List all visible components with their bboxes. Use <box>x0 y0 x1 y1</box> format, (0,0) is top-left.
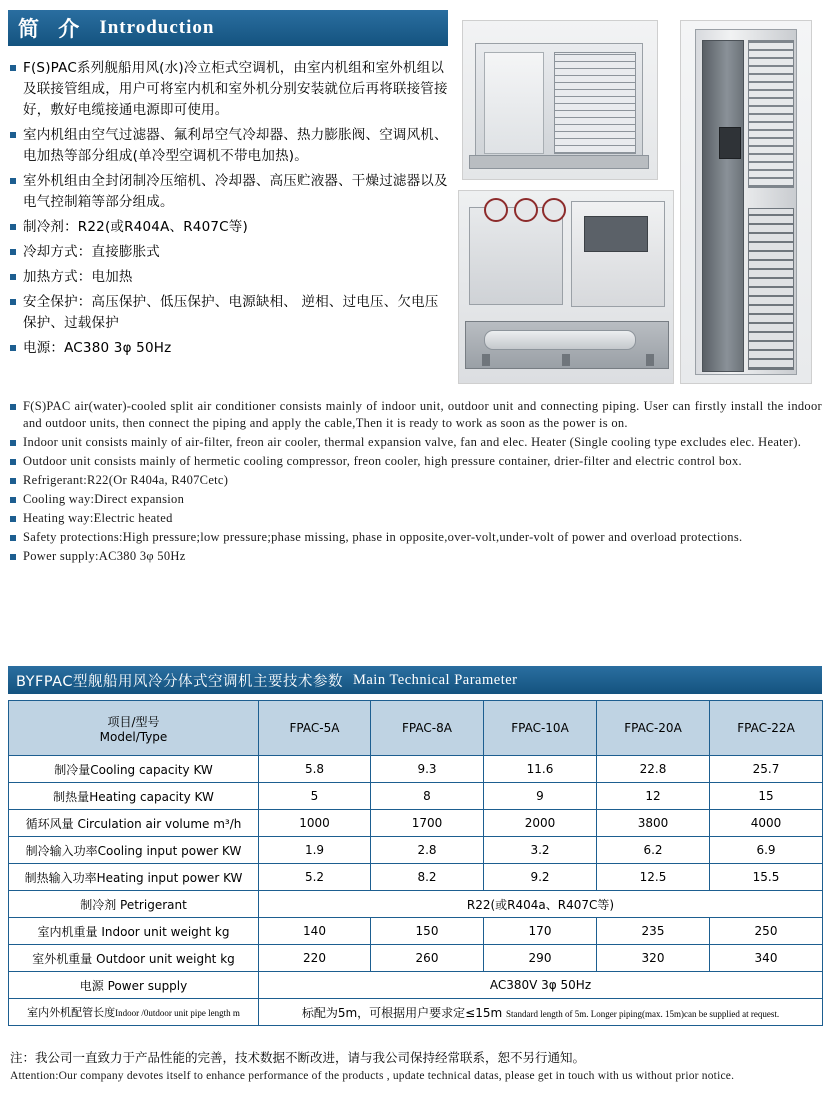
indoor-unit-cabinet <box>695 29 797 375</box>
square-bullet-icon <box>10 497 16 503</box>
row-label <box>9 972 259 999</box>
table-cell: 3800 <box>597 810 710 837</box>
table-cell: 290 <box>484 945 597 972</box>
list-item <box>10 434 822 451</box>
list-item <box>10 171 450 213</box>
pressure-gauge-icon <box>542 198 566 222</box>
row-label <box>9 999 259 1026</box>
indoor-unit-side-panel <box>702 40 744 372</box>
indoor-unit-lower-louver <box>748 208 794 370</box>
table-cell: 2.8 <box>371 837 484 864</box>
column-header-model: FPAC-5A <box>259 701 371 756</box>
corner-label-en: Model/Type <box>99 729 168 744</box>
column-header-model: FPAC-20A <box>597 701 710 756</box>
list-item-text: Power supply:AC380 3φ 50Hz <box>23 549 186 563</box>
table-cell-merged <box>259 999 823 1026</box>
square-bullet-icon <box>10 440 16 446</box>
pipe-length-note-en: Standard length of 5m. Longer piping(max. 15m)can be supplied at request. <box>505 1008 780 1019</box>
photo-skid-mounted-unit <box>458 190 674 384</box>
table-cell: 3.2 <box>484 837 597 864</box>
skid-control-box <box>571 201 665 307</box>
row-label <box>9 837 259 864</box>
table-row <box>9 918 823 945</box>
control-box-display <box>584 216 648 252</box>
list-item-text: Indoor unit consists mainly of air-filter, freon air cooler, thermal expansion valve, fan and elec. Heater (Single cooling type excludes elec. Heater). <box>23 435 802 449</box>
section-header-introduction <box>8 10 448 46</box>
list-item-text: Outdoor unit consists mainly of hermetic cooling compressor, freon cooler, high pressure container, drier-filter and electric control box. <box>23 454 742 468</box>
row-label-en: Indoor unit weight kg <box>101 924 230 939</box>
square-bullet-icon <box>10 249 16 255</box>
row-label <box>9 783 259 810</box>
table-cell: 8.2 <box>371 864 484 891</box>
table-row <box>9 891 823 918</box>
square-bullet-icon <box>10 299 16 305</box>
table-cell: 5.8 <box>259 756 371 783</box>
indoor-unit-upper-louver <box>748 40 794 188</box>
row-label <box>9 891 259 918</box>
table-row <box>9 756 823 783</box>
row-label-en: Heating input power KW <box>96 870 243 885</box>
table-title-en: Main Technical Parameter <box>352 671 518 688</box>
list-item <box>10 398 822 432</box>
row-label-cn: 电源 <box>79 978 104 993</box>
receiver-tank <box>484 330 636 350</box>
row-label-en: Cooling capacity KW <box>90 762 213 777</box>
row-label-cn: 循环风量 <box>25 816 74 831</box>
list-item <box>10 58 450 121</box>
column-header-model: FPAC-10A <box>484 701 597 756</box>
table-cell: 8 <box>371 783 484 810</box>
list-item <box>10 125 450 167</box>
table-cell: 340 <box>710 945 823 972</box>
header-title-cn: 简 介 <box>18 17 86 41</box>
row-label-cn: 制冷量 <box>54 762 91 777</box>
list-item-text: F(S)PAC air(water)-cooled split air conditioner consists mainly of indoor unit, outdoor unit and connecting piping. User can firstly install the indoor and outdoor units, then connect the piping and apply the cable,Then it is ready to work as soon as the power is on. <box>23 399 822 430</box>
square-bullet-icon <box>10 459 16 465</box>
table-cell: 22.8 <box>597 756 710 783</box>
skid-machine-block <box>469 207 563 305</box>
table-cell: 9.3 <box>371 756 484 783</box>
list-item <box>10 242 450 263</box>
list-item-text: 冷却方式：直接膨胀式 <box>23 244 160 260</box>
table-cell: 140 <box>259 918 371 945</box>
row-label-en: Outdoor unit weight kg <box>96 951 235 966</box>
table-cell: 4000 <box>710 810 823 837</box>
square-bullet-icon <box>10 478 16 484</box>
footer-note-cn: 注：我公司一直致力于产品性能的完善，技术数据不断改进，请与我公司保持经常联系，恕不另行通知。 <box>10 1050 586 1065</box>
table-cell: 5.2 <box>259 864 371 891</box>
table-cell: 150 <box>371 918 484 945</box>
header-title-en: Introduction <box>99 17 215 38</box>
table-cell: 12.5 <box>597 864 710 891</box>
footer-note-en: Attention:Our company devotes itself to enhance performance of the products , update technical datas, please get in touch with us without prior notice. <box>10 1070 735 1082</box>
table-cell: 2000 <box>484 810 597 837</box>
row-label <box>9 810 259 837</box>
table-row <box>9 837 823 864</box>
table-cell-merged: AC380V 3φ 50Hz <box>259 972 823 999</box>
table-row <box>9 810 823 837</box>
table-row <box>9 864 823 891</box>
table-cell: 170 <box>484 918 597 945</box>
condensing-unit-grille <box>554 52 636 154</box>
table-cell: 9 <box>484 783 597 810</box>
square-bullet-icon <box>10 65 16 71</box>
table-title-cn: BYFPAC型舰船用风冷分体式空调机主要技术参数 <box>16 673 343 690</box>
row-label-en: Petrigerant <box>120 897 187 912</box>
corner-label-cn: 项目/型号 <box>107 714 160 729</box>
list-item <box>10 548 822 565</box>
row-label <box>9 756 259 783</box>
list-item-text: 室内机组由空气过滤器、氟利昂空气冷却器、热力膨胀阀、空调风机、电加热等部分组成(单冷型空调机不带电加热)。 <box>23 127 448 164</box>
list-item-text: 室外机组由全封闭制冷压缩机、冷却器、高压贮液器、干燥过滤器以及电气控制箱等部分组成。 <box>23 173 448 210</box>
list-item-text: 制冷剂：R22(或R404A、R407C等) <box>23 219 248 235</box>
condensing-unit-body <box>475 43 643 163</box>
intro-list-cn <box>10 58 450 363</box>
table-cell: 6.9 <box>710 837 823 864</box>
row-label-en: Cooling input power KW <box>97 843 242 858</box>
condensing-unit-base <box>469 155 649 169</box>
list-item <box>10 472 822 489</box>
square-bullet-icon <box>10 516 16 522</box>
pressure-gauge-icon <box>514 198 538 222</box>
table-cell: 1.9 <box>259 837 371 864</box>
intro-list-en <box>10 398 822 567</box>
row-label-cn: 制冷输入功率 <box>25 843 98 858</box>
list-item <box>10 267 450 288</box>
product-photo-group <box>452 8 824 386</box>
pipe-length-note-cn: 标配为5m，可根据用户要求定≤15m <box>301 1005 503 1020</box>
list-item <box>10 510 822 527</box>
table-row <box>9 999 823 1026</box>
row-label-en: Circulation air volume m³/h <box>77 816 242 831</box>
table-cell: 15 <box>710 783 823 810</box>
square-bullet-icon <box>10 345 16 351</box>
table-cell: 25.7 <box>710 756 823 783</box>
row-label-en: Power supply <box>107 978 188 993</box>
column-header-model: FPAC-8A <box>371 701 484 756</box>
list-item <box>10 529 822 546</box>
square-bullet-icon <box>10 178 16 184</box>
frame-leg <box>482 354 490 366</box>
table-cell: 1000 <box>259 810 371 837</box>
technical-parameter-table <box>8 700 822 1026</box>
square-bullet-icon <box>10 554 16 560</box>
frame-leg <box>562 354 570 366</box>
list-item <box>10 338 450 359</box>
square-bullet-icon <box>10 224 16 230</box>
row-label-en: Heating capacity KW <box>89 789 214 804</box>
list-item-text: 电源：AC380 3φ 50Hz <box>23 340 172 356</box>
table-cell: 235 <box>597 918 710 945</box>
row-label-cn: 制热量 <box>53 789 90 804</box>
row-label-cn: 制冷剂 <box>80 897 117 912</box>
row-label <box>9 918 259 945</box>
table-corner-cell <box>9 701 259 756</box>
square-bullet-icon <box>10 274 16 280</box>
list-item-text: 安全保护：高压保护、低压保护、电源缺相、 逆相、过电压、欠电压保护、过载保护 <box>23 294 439 331</box>
table-cell: 5 <box>259 783 371 810</box>
table-cell: 15.5 <box>710 864 823 891</box>
condensing-unit-panel <box>484 52 544 154</box>
row-label-cn: 室内外机配管长度 <box>27 1006 116 1019</box>
table-cell: 9.2 <box>484 864 597 891</box>
list-item-text: Refrigerant:R22(Or R404a, R407Cetc) <box>23 473 229 487</box>
row-label-cn: 室外机重量 <box>32 951 93 966</box>
row-label <box>9 864 259 891</box>
list-item <box>10 453 822 470</box>
photo-indoor-floor-standing-unit <box>680 20 812 384</box>
square-bullet-icon <box>10 535 16 541</box>
list-item-text: F(S)PAC系列舰船用风(水)冷立柜式空调机，由室内机组和室外机组以及联接管组成，用户可将室内机和室外机分别安装就位后再将联接管接好，敷好电缆接通电源即可使用。 <box>23 60 448 118</box>
row-label-cn: 制热输入功率 <box>24 870 97 885</box>
photo-outdoor-condensing-unit <box>462 20 658 180</box>
table-row <box>9 972 823 999</box>
control-panel-icon <box>719 127 741 159</box>
list-item-text: Safety protections:High pressure;low pressure;phase missing, phase in opposite,over-volt,under-volt of power and overload protections. <box>23 530 743 544</box>
table-cell: 1700 <box>371 810 484 837</box>
table-cell: 12 <box>597 783 710 810</box>
table-cell: 220 <box>259 945 371 972</box>
table-cell: 11.6 <box>484 756 597 783</box>
table-row <box>9 945 823 972</box>
table-cell: 320 <box>597 945 710 972</box>
row-label <box>9 945 259 972</box>
list-item <box>10 217 450 238</box>
table-cell: 260 <box>371 945 484 972</box>
list-item-text: Cooling way:Direct expansion <box>23 492 185 506</box>
table-header-row <box>9 701 823 756</box>
pressure-gauge-icon <box>484 198 508 222</box>
frame-leg <box>646 354 654 366</box>
table-cell-merged: R22(或R404a、R407C等) <box>259 891 823 918</box>
table-cell: 250 <box>710 918 823 945</box>
row-label-cn: 室内机重量 <box>37 924 98 939</box>
list-item <box>10 292 450 334</box>
list-item-text: Heating way:Electric heated <box>23 511 173 525</box>
list-item-text: 加热方式：电加热 <box>23 269 133 285</box>
table-cell: 6.2 <box>597 837 710 864</box>
list-item <box>10 491 822 508</box>
square-bullet-icon <box>10 404 16 410</box>
table-row <box>9 783 823 810</box>
column-header-model: FPAC-22A <box>710 701 823 756</box>
skid-base-frame <box>465 321 669 369</box>
row-label-en: Indoor /0utdoor unit pipe length m <box>115 1008 240 1018</box>
section-header-technical-parameter <box>8 666 822 694</box>
square-bullet-icon <box>10 132 16 138</box>
